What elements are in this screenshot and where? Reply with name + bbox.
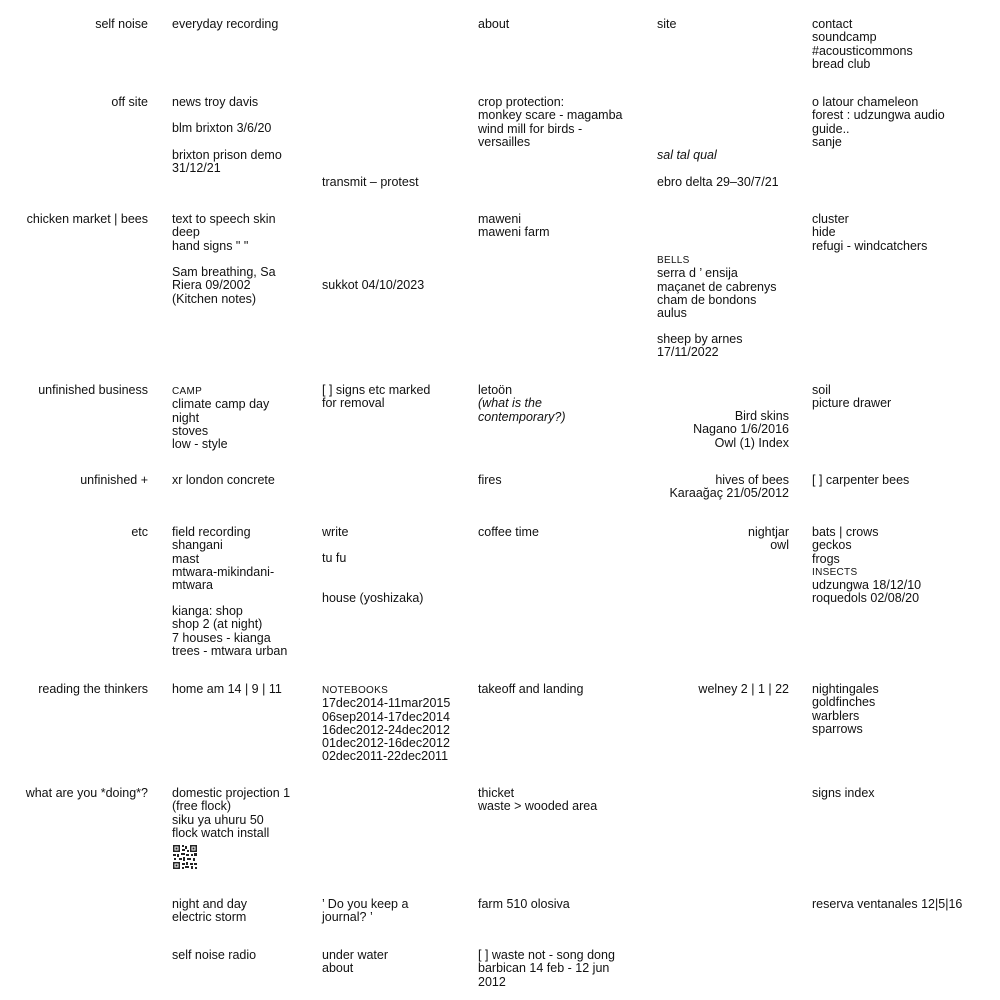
link-line: Karaağaç 21/05/2012 [669,486,789,501]
link-serra-densija[interactable]: serra d ’ ensija [657,266,738,281]
link-field-recording[interactable]: field recording [172,525,251,539]
link-line: crop protection: [478,95,565,109]
notebooks-list [322,684,450,764]
link-line: [ ] signs etc marked [322,383,431,397]
under-water-block [322,949,388,976]
link-everyday-recording[interactable]: everyday recording [172,17,279,31]
link-soundcamp[interactable]: soundcamp [812,30,877,45]
section-self-noise[interactable]: self noise [95,17,148,31]
link-ebro-delta[interactable]: ebro delta 29–30/7/21 [657,175,779,189]
link-carpenter-bees[interactable]: [ ] carpenter bees [812,473,910,487]
link-goldfinches[interactable]: goldfinches [812,695,876,710]
camp-heading: CAMP [172,386,203,397]
link-notebook[interactable]: 06sep2014-17dec2014 [322,709,450,724]
notebooks-heading: NOTEBOOKS [322,685,389,696]
link-kianga-shop[interactable]: kianga: shop [172,604,243,618]
link-fires[interactable]: fires [478,473,502,487]
link-xr-london-concrete[interactable]: xr london concrete [172,473,275,487]
link-signs-index[interactable]: signs index [812,786,875,800]
link-free-flock[interactable]: (free flock) [172,799,232,814]
link-line: for removal [322,396,385,411]
link-line: barbican 14 feb - 12 jun [478,961,610,976]
link-line: 2012 [478,974,506,989]
link-contemporary[interactable]: (what is the [478,396,542,411]
bells-list [657,254,777,320]
link-nightjar[interactable]: nightjar [748,525,789,539]
link-letoon[interactable]: letoön [478,383,513,397]
link-latour-chameleon[interactable] [812,96,945,149]
link-transmit-protest[interactable]: transmit – protest [322,175,419,189]
link-trees-mtwara[interactable]: trees - mtwara urban [172,643,288,658]
link-nagano[interactable]: Nagano 1/6/2016 [693,422,789,437]
link-under-water-about[interactable]: about [322,961,354,976]
link-waste-wooded-area[interactable]: waste > wooded area [478,799,598,814]
link-shangani[interactable]: shangani [172,538,223,553]
link-under-water[interactable]: under water [322,948,389,962]
link-tu-fu[interactable]: tu fu [322,551,347,565]
link-blm-brixton[interactable]: blm brixton 3/6/20 [172,121,272,135]
link-crop-protection[interactable] [478,96,623,149]
link-domestic-projection[interactable]: domestic projection 1 [172,786,291,800]
link-low-style[interactable]: low - style [172,437,228,452]
link-picture-drawer[interactable]: picture drawer [812,396,892,411]
link-line: sanje [812,134,842,149]
link-signs-marked-for-removal[interactable] [322,384,430,411]
link-owl-index[interactable]: Owl (1) Index [714,435,789,450]
link-maweni[interactable] [478,213,550,240]
link-owl[interactable]: owl [770,538,789,553]
link-refugi-windcatchers[interactable]: refugi - windcatchers [812,238,928,253]
link-line: hives of bees [715,473,789,487]
section-chicken-market[interactable]: chicken market | bees [26,212,148,226]
link-flock-watch-install[interactable]: flock watch install [172,825,270,840]
link-line: [ ] waste not - song dong [478,948,615,962]
link-warblers[interactable]: warblers [812,708,860,723]
cluster-list [812,213,927,253]
link-coffee-time[interactable]: coffee time [478,525,539,539]
bird-skins-block [693,410,789,450]
link-hide[interactable]: hide [812,225,836,240]
link-text-to-speech[interactable] [172,213,276,253]
link-roquedols[interactable]: roquedols 02/08/20 [812,591,920,606]
link-about[interactable]: about [478,17,510,31]
field-recording-list [172,526,274,592]
link-7-houses[interactable]: 7 houses - kianga [172,630,271,645]
contact-list [812,18,913,71]
link-mtwara[interactable]: mtwara [172,578,213,593]
link-farm-510-olosiva[interactable]: farm 510 olosiva [478,897,570,911]
thicket-block [478,787,597,814]
link-bread-club[interactable]: bread club [812,56,871,71]
section-off-site[interactable]: off site [111,95,148,109]
link-site[interactable]: site [657,17,677,31]
link-bats-crows[interactable]: bats | crows [812,525,879,539]
bells-heading: BELLS [657,255,690,266]
link-notebook[interactable]: 16dec2012-24dec2012 [322,722,450,737]
link-waste-not-song-dong[interactable] [478,949,615,989]
kianga-list [172,605,287,658]
link-sal-tal-qual[interactable]: sal tal qual [657,148,717,162]
link-line: guide.. [812,121,850,136]
link-siku-ya-uhuru[interactable]: siku ya uhuru 50 [172,812,264,827]
link-line: maweni [478,212,522,226]
link-line: hand signs " " [172,238,249,253]
letoon-block [478,384,566,424]
link-write[interactable]: write [322,525,349,539]
link-line: ’ Do you keep a [322,897,409,911]
link-cluster[interactable]: cluster [812,212,849,226]
link-night[interactable]: night [172,410,200,425]
link-cham-de-bondons[interactable]: cham de bondons [657,292,757,307]
night-and-day-block [172,898,247,925]
link-line: wind mill for birds - [478,121,583,136]
link-sparrows[interactable]: sparrows [812,721,863,736]
link-udzungwa[interactable]: udzungwa 18/12/10 [812,578,922,593]
link-line: 17/11/2022 [657,345,719,360]
link-shop-2[interactable]: shop 2 (at night) [172,617,263,632]
link-geckos[interactable]: geckos [812,538,852,553]
link-hives-of-bees[interactable] [669,474,789,501]
link-news-troy-davis[interactable]: news troy davis [172,95,259,109]
link-notebook[interactable]: 02dec2011-22dec2011 [322,749,449,764]
link-macanet-de-cabrenys[interactable]: maçanet de cabrenys [657,279,777,294]
link-nightingales[interactable]: nightingales [812,682,879,696]
link-contemporary-line[interactable]: contemporary?) [478,409,566,424]
link-line: sheep by arnes [657,332,743,346]
qr-code-icon[interactable] [172,844,198,870]
link-line: 31/12/21 [172,161,221,176]
link-thicket[interactable]: thicket [478,786,515,800]
link-line: maweni farm [478,225,550,240]
link-brixton-prison-demo[interactable] [172,149,282,176]
link-line: versailles [478,134,531,149]
section-unfinished-plus[interactable]: unfinished + [80,473,148,487]
link-contact[interactable]: contact [812,17,853,31]
insects-heading: INSECTS [812,566,858,578]
link-line: brixton prison demo [172,148,282,162]
link-do-you-keep-a-journal[interactable] [322,898,408,925]
link-frogs[interactable]: frogs [812,551,840,566]
link-stoves[interactable]: stoves [172,423,209,438]
link-sam-breathing[interactable] [172,266,276,306]
bats-list [812,526,921,606]
link-soil[interactable]: soil [812,383,831,397]
section-what-are-you-doing[interactable]: what are you *doing*? [25,786,148,800]
link-line: (Kitchen notes) [172,291,257,306]
link-notebook[interactable]: 17dec2014-11mar2015 [322,696,451,711]
link-electric-storm[interactable]: electric storm [172,910,247,925]
link-climate-camp[interactable]: climate camp day [172,397,270,412]
link-line: deep [172,225,200,240]
link-night-and-day[interactable]: night and day [172,897,248,911]
link-bird-skins[interactable]: Bird skins [734,409,789,423]
link-sheep-by-arnes[interactable] [657,333,742,360]
link-self-noise-radio[interactable]: self noise radio [172,948,257,962]
link-mast[interactable]: mast [172,551,200,566]
camp-list [172,385,269,451]
link-line: Riera 09/2002 [172,278,251,293]
link-line: forest : udzungwa audio [812,108,945,123]
link-line: monkey scare - magamba [478,108,623,123]
birds-list [812,683,879,736]
link-house-yoshizaka[interactable]: house (yoshizaka) [322,591,424,605]
link-acousticommons[interactable]: #acousticommons [812,43,913,58]
section-unfinished-business[interactable]: unfinished business [38,383,148,397]
link-takeoff-and-landing[interactable]: takeoff and landing [478,682,584,696]
link-line: text to speech skin [172,212,276,226]
link-reserva-ventanales[interactable]: reserva ventanales 12|5|16 [812,897,963,911]
link-home-am[interactable]: home am 14 | 9 | 11 [172,682,282,696]
link-line: journal? ’ [322,910,373,925]
link-sukkot[interactable]: sukkot 04/10/2023 [322,278,425,292]
link-line: o latour chameleon [812,95,919,109]
soil-block [812,384,891,411]
section-reading-the-thinkers[interactable]: reading the thinkers [38,682,148,696]
domestic-projection-block [172,787,290,870]
link-welney[interactable]: welney 2 | 1 | 22 [698,682,789,696]
link-notebook[interactable]: 01dec2012-16dec2012 [322,736,450,751]
link-line: Sam breathing, Sa [172,265,276,279]
nightjar-block [748,526,789,553]
link-aulus[interactable]: aulus [657,306,687,321]
section-etc[interactable]: etc [131,525,148,539]
link-mtwara-mikindani[interactable]: mtwara-mikindani- [172,564,275,579]
